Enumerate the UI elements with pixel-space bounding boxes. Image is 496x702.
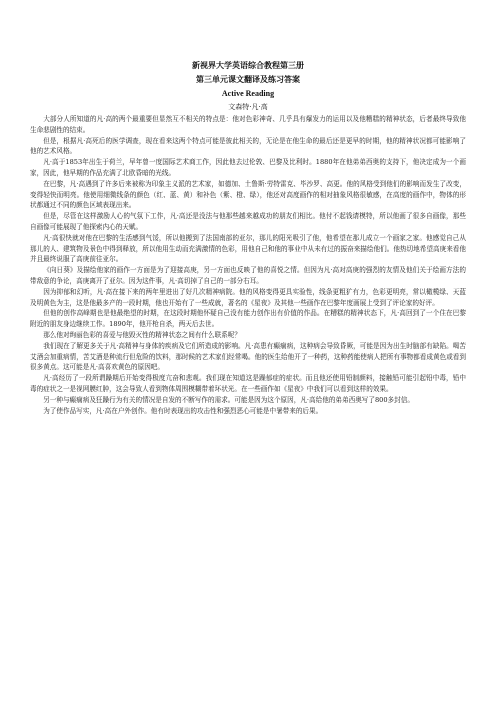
paragraph: 凡·高经历了一段所谓躁期后开始变得极度亢奋和悲观。我们现在知道这是躁郁症的症状。而且他还使用铅制颜料，接触铅可能引起铅中毒，铅中毒的症状之一是视网膜红肿，这会导致人看到物体周围模糊带着环状光。在一些画作如《星夜》中我们可以看到这样的效果。 xyxy=(30,374,466,393)
paragraph: 凡·高很快就对他在巴黎的生活感到气馁，所以他搬到了法国南部的亚尔，那儿的阳光吸引了他，他希望在那儿成立一个画家之家。他感觉自己从那儿的人、建筑物及景色中得到释放，所以他用生动而充满激情的色彩，用他自己和他的事业中从未有过的振奋来描绘他们。他热切地希望高庚来看他并且最终说服了高庚前往亚尔。 xyxy=(30,233,466,264)
paragraph: 但是，根据凡·高死后的医学调查，现在看来这两个特点可能是彼此相关的，无论是在他生命的最后还是更早的时期，他的精神状况都可能影响了他的艺术风格。 xyxy=(30,136,466,156)
paragraph: 凡·高于1853年出生于荷兰，早年曾一度国际艺术商工作，因此他去过伦敦、巴黎及比利时。1880年在他弟弟西奥的支持下，他决定成为一个画家，因此，他早期的作品充满了北欧昏暗的光线。 xyxy=(30,158,466,177)
paragraph: 因为抑郁和幻听，凡·高在接下来的两年里进出了好几次精神病院。他的风格变得更具实验性，线条更粗犷有力，色彩更明亮，常以橄榄绿、天蓝及明黄色为主，这是他最多产的一段时期，他也开始有了一些成就，著名的《星夜》及其他一些画作在巴黎年度画展上受到了评论家的好评。 xyxy=(30,287,466,307)
paragraph: 但是，尽管在这样激励人心的气氛下工作，凡·高还是没法与他那些越来越成功的朋友们相比。他付不起钱请模特，所以他画了很多自画像，那些自画像可能展现了他探索内心的天赋。 xyxy=(30,212,466,231)
paragraph: 为了使作品写实，凡·高在户外创作。他有时表现出的攻击性和强烈恶心可能是中暑带来的后果。 xyxy=(43,406,323,415)
article-title: Active Reading xyxy=(221,89,275,98)
paragraph: 但他的创作高峰期也是他最绝望的时期，在这段时期他怀疑自己没有能力创作出有价值的作品。在糟糕的精神状态下，凡·高回到了一个住在巴黎附近的朋友身边继续工作。1890年，他开枪自杀，两天后去世。 xyxy=(30,309,466,329)
paragraph: 另一种与癫痫病及狂躁行为有关的情况是自发的不断写作的需求。可能是因为这个原因，凡·高给他的弟弟西奥写了800多封信。 xyxy=(43,395,414,404)
paragraph: 我们现在了解更多关于凡·高精神与身体的疾病及它们所造成的影响。凡·高患有癫痫病，这种病会导致昏厥，可能是因为出生时脑部有缺陷。喝苦艾酒会加重病情，苦艾酒是种流行但危险的饮料，那时候的艺术家们经常喝。他的医生给他开了一种药，这种药能使病人把所有事物都看成黄色或看到很多黄点。这可能是凡·高喜欢黄色的原因吧。 xyxy=(30,341,466,372)
article-author: 文森特·凡·高 xyxy=(228,103,268,111)
paragraph: 《向日葵》及描绘他家的画作一方面是为了迎接高庚，另一方面也反映了他的喜悦之情。但因为凡·高对高庚的强烈的友情及他们关于绘画方法的带敌意的争论，高庚离开了亚尔。因为这件事，凡·高切掉了自己的一部分右耳。 xyxy=(30,266,466,285)
paragraph: 在巴黎，凡·高遇到了许多后来被称为印象主义派的艺术家，如德加、土鲁斯·劳特雷克、毕沙罗、高更。他的风格受到他们的影响而发生了改变，变得轻快而明亮。他使用细微线条的颜色（红、蓝、黄）和补色（紫、橙、绿），他还对高度画作的相对抽象风格很敏感，在高度的画作中，物体的形状都通过不同的颜色区域表现出来。 xyxy=(30,179,466,210)
document-content xyxy=(30,60,466,416)
paragraph: 大部分人所知道的凡·高的两个最重要但显然互不相关的特点是：他对色彩神奇、几乎具有爆发力的运用以及他糟糕的精神状态，后者最终导致他生命悲剧性的结束。 xyxy=(30,115,466,134)
paragraph: 那么他对绚丽色彩的喜爱与他毁灭性的精神状态之间有什么联系呢？ xyxy=(43,330,241,339)
document-heading: 新视界大学英语综合教程第三册 xyxy=(192,60,304,70)
document-subheading: 第三单元课文翻译及练习答案 xyxy=(196,74,300,84)
